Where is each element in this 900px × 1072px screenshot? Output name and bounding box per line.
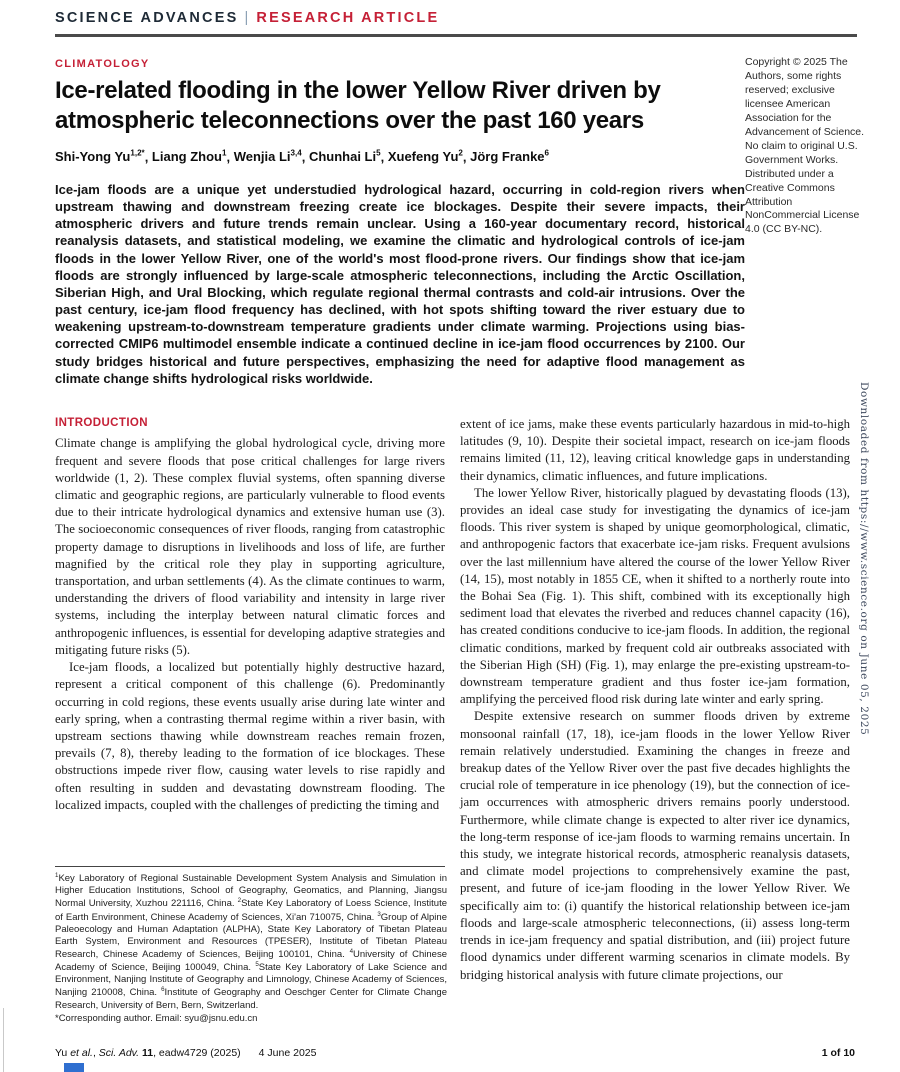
footer-citation-journal: Sci. Adv. [98, 1047, 140, 1059]
footnote-rule [55, 866, 445, 867]
introduction-heading: INTRODUCTION [55, 417, 148, 429]
right-column [460, 416, 850, 984]
author: Chunhai Li$^5$ [308, 149, 381, 165]
abstract: Ice-jam floods are a unique yet understudied hydrological hazard, occurring in cold-region rivers when upstream thawing and downstream freezing create ice blockages. Despite their severe impacts, their atmospheric drivers and future trends remain unclear. Using a 160-year documentary record, historical reanalysis datasets, and statistical modeling, we examine the climatic and hydrological controls of ice-jam floods in the lower Yellow River, one of the world's most flood-prone rivers. Our findings show that ice-jam floods are strongly influenced by large-scale atmospheric teleconnections, including the Arctic Oscillation, Siberian High, and Ural Blocking, which regulate regional thermal contrasts and cold-air intrusions. Over the past century, ice-jam flood frequency has declined, with hot spots shifting toward the river estuary due to weakening upstream-to-downstream temperature gradients under climate warming. Projections using bias-corrected CMIP6 multimodel ensemble indicate a continued decline in ice-jam flood occurrences by 2100. Our study bridges historical and future perspectives, emphasizing the need for adaptive flood management as climate change shifts hydrological risks worldwide. [55, 182, 745, 386]
author: Jörg Franke$^6$ [470, 149, 550, 165]
article-type-label: RESEARCH ARTICLE [256, 10, 440, 26]
footer-date: 4 June 2025 [258, 1047, 317, 1059]
left-column [55, 416, 445, 814]
footnote-block [55, 872, 447, 1025]
body-paragraph: Despite extensive research on summer floods driven by extreme monsoonal rainfall (17, 18), ice-jam floods in the lower Yellow River remain relatively understudied. Examining the changes in freeze and breakup dates of the Yellow River over the past five decades highlights the crucial role of temperature in ice phenology (19), but the connection of ice-jam occurrences with atmospheric drivers remains poorly understood. Furthermore, while climate change is expected to alter river ice dynamics, the long-term response of ice-jam floods to warming remains uncertain. In this study, we integrate historical records, atmospheric reanalysis datasets, and climate model projections to comprehensively examine the past, present, and future of ice-jam flooding in the lower Yellow River. We specifically aim to: (i) quantify the historical relationship between ice-jam floods and large-scale atmospheric teleconnections, (ii) assess long-term trends in ice-jam frequency and spatial distribution, and (iii) project future flood dynamics under different warming scenarios in climate models. By bridging historical analysis with future climate projections, our [460, 709, 850, 982]
page-footer [55, 1047, 855, 1059]
footer-citation-volume: 11 [141, 1047, 154, 1059]
corresponding-author-line [55, 1013, 447, 1025]
body-paragraph: Ice-jam floods, a localized but potentially highly destructive hazard, represent a critical component of this challenge (6). Predominantly occurring in cold regions, these events usually arise during late winter and early spring, when a contrasting thermal regime within a river basin, with upstream sections thawing while downstream reaches remain frozen, prevails (7, 8), thereby leading to the formation of ice blockages. These obstructions impede river flow, causing water levels to rise rapidly and often resulting in sudden and devastating downstream flooding. The localized impacts, coupled with the challenges of predicting the timing and [55, 660, 445, 812]
footer-citation-etal: et al. [70, 1047, 93, 1059]
author: Liang Zhou$^1$ [151, 149, 227, 165]
footer-citation [55, 1047, 316, 1059]
corresponding-author-prefix: *Corresponding author. Email: [55, 1012, 185, 1024]
blue-ui-fragment [64, 1063, 84, 1072]
download-watermark: Downloaded from https://www.science.org on June 05, 2025 [858, 382, 870, 736]
author: Shi-Yong $Yu^{1,2*}$ [55, 149, 145, 165]
affiliations: $^1$Key Laboratory of Regional Sustainable Development System Analysis and Simulation in Higher Education Institutions, School of Geography, Geomatics, and Planning, Jiangsu Normal University, Xuzhou 221116, China. $^2$State Key Laboratory of Loess Science, Institute of Earth Environment, Chinese Academy of Sciences, Xi'an 710075, China. $^3$Group of Alpine Paleoecology and Human Adaptation (ALPHA), State Key Laboratory of Tibetan Plateau Earth System, Environment and Resources (TPESER), Institute of Tibetan Plateau Research, Chinese Academy of Sciences, Beijing 100101, China. $^4$University of Chinese Academy of Science, Beijing 100049, China. $^5$State Key Laboratory of Lake Science and Environment, Nanjing Institute of Geography and Limnology, Chinese Academy of Sciences, Nanjing 210008, China. $^6$Institute of Geography and Oeschger Center for Climate Change Research, University of Bern, Bern, Switzerland. [55, 872, 447, 1011]
masthead [55, 10, 855, 26]
footer-citation-sep: , [92, 1047, 99, 1059]
article-title: Ice-related flooding in the lower Yellow River driven by atmospheric teleconnections over the past 160 years [55, 77, 661, 135]
masthead-divider: | [244, 10, 251, 26]
author: Wenjia Li$^{3,4}$ [233, 149, 302, 165]
corresponding-email-link[interactable]: syu@jsnu.edu.cn [184, 1012, 258, 1024]
intro-left-paragraphs [55, 435, 445, 813]
journal-name: SCIENCE ADVANCES [55, 10, 239, 26]
body-paragraph: Climate change is amplifying the global hydrological cycle, driving more frequent and severe floods that pose critical challenges for large rivers worldwide (1, 2). These complex fluvial systems, often spanning diverse climatic and geographic regions, are particularly vulnerable to flood events due to their intricate hydrological dynamics and extensive human use (3). The socioeconomic consequences of river floods, ranging from catastrophic property damage to disruptions in livelihoods and loss of life, are further magnified by the critical role they play in supporting agriculture, transportation, and urban settlements (4). As the climate continues to warm, understanding the drivers of flood variability and intensity in large river systems, including the interplay between natural climatic forces and anthropogenic influences, is essential for developing adaptive strategies and mitigating future risks (5). [55, 436, 445, 657]
body-paragraph: The lower Yellow River, historically plagued by devastating floods (13), provides an ideal case study for investigating the dynamics of ice-jam floods. This river system is shaped by unique geomorphological, climatic, and anthropogenic factors that exacerbate ice-jam risks. Frequent avulsions over the last millennium have altered the course of the lower Yellow River (14, 15), most notably in 1855 CE, when it shifted to a northerly route into the Bohai Sea (Fig. 1). This shift, combined with its exceptionally high sediment load that elevates the riverbed and reduces channel capacity (16), has created conditions conducive to ice-jam floods. In addition, the regional climatic conditions, marked by frequent cold air outbreaks associated with the Siberian High (SH) (Fig. 1), may enlarge the pre-existing upstream-to-downstream temperature gradient and thus foster ice-jam formation, amplifying the perceived flood risk during late winter and early spring. [460, 485, 850, 707]
footer-citation-rest: , eadw4729 (2025) [153, 1047, 241, 1059]
body-paragraph: extent of ice jams, make these events particularly hazardous in mid-to-high latitudes (9, 10). Despite their societal impact, research on ice-jam floods remains limited (11, 12), leaving critical knowledge gaps in understanding their dynamics, climatic influences, and future implications. [460, 417, 850, 483]
author: Xuefeng Yu$^2$ [387, 149, 463, 165]
subject-section-label: CLIMATOLOGY [55, 58, 150, 70]
footer-citation-author: Yu [55, 1047, 71, 1059]
page-edge-line [3, 1008, 4, 1072]
intro-right-paragraphs [460, 416, 850, 984]
page-number: 1 of 10 [821, 1047, 855, 1059]
author-list: Shi-Yong $Yu^{1,2*}$, Liang Zhou$^1$, Wenjia Li$^{3,4}$, Chunhai Li$^5$, Xuefeng Yu$^2$, Jörg Franke$^6$ [55, 149, 550, 165]
copyright-notice: Copyright © 2025 The Authors, some rights reserved; exclusive licensee American Association for the Advancement of Science. No claim to original U.S. Government Works. Distributed under a Creative Commons Attribution NonCommercial License 4.0 (CC BY-NC). [745, 56, 865, 236]
masthead-rule [55, 34, 857, 37]
